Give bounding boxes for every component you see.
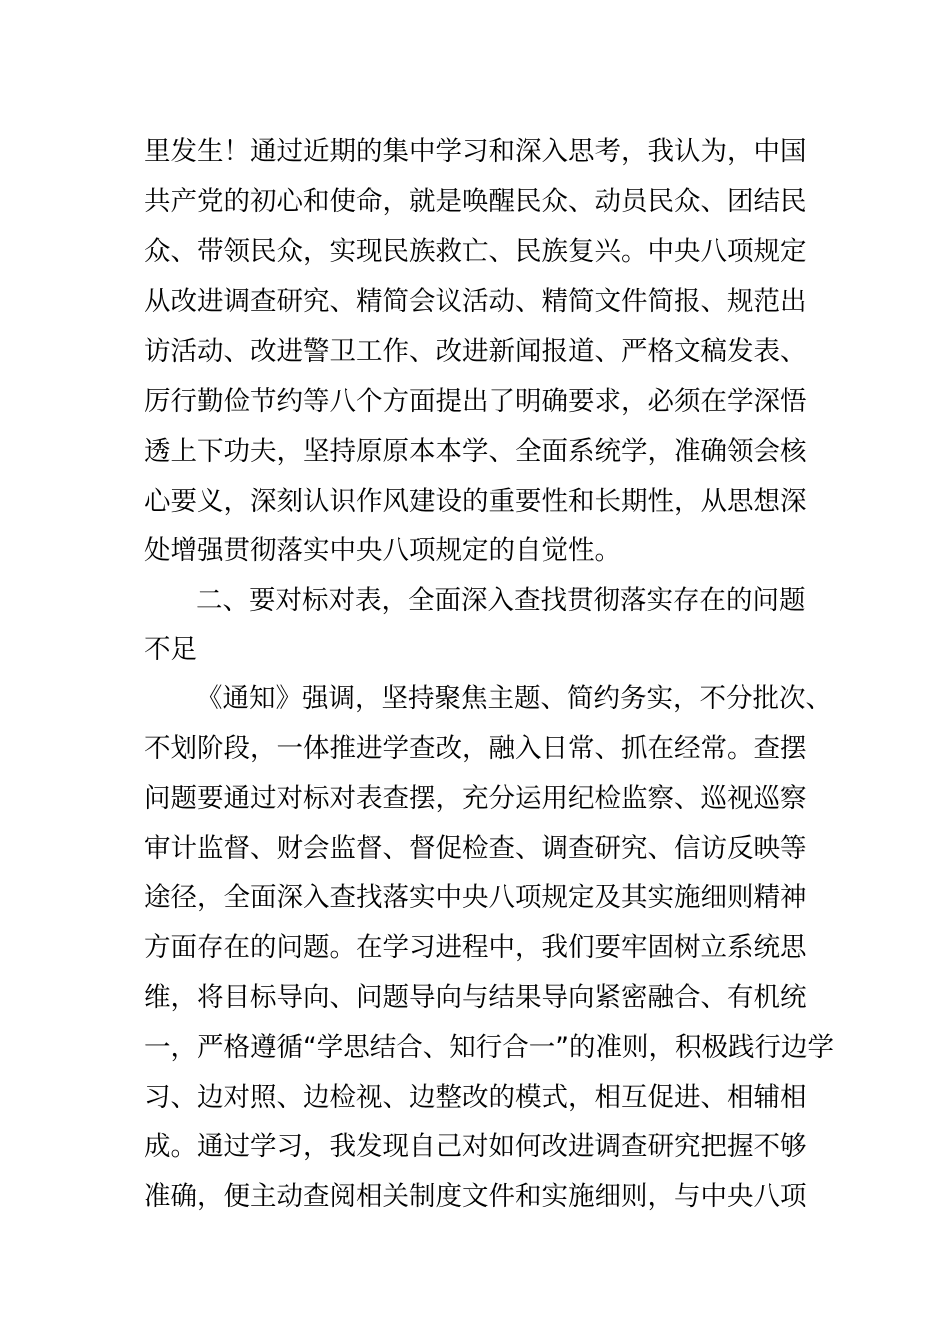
paragraph-2-line-2: 不划阶段，一体推进学查改，融入日常、抓在经常。查摆 [144,733,807,764]
paragraph-2-line-6: 方面存在的问题。在学习进程中，我们要牢固树立系统思 [144,932,807,963]
paragraph-1-line-6: 厉行勤俭节约等八个方面提出了明确要求，必须在学深悟 [144,386,807,417]
paragraph-1-line-3: 众、带领民众，实现民族救亡、民族复兴。中央八项规定 [144,236,807,267]
paragraph-2-line-5: 途径，全面深入查找落实中央八项规定及其实施细则精神 [144,882,807,913]
paragraph-2-line-11: 准确，便主动查阅相关制度文件和实施细则，与中央八项 [144,1181,807,1212]
paragraph-1-line-7: 透上下功夫，坚持原原本本学、全面系统学，准确领会核 [144,436,807,467]
paragraph-2-line-4: 审计监督、财会监督、督促检查、调查研究、信访反映等 [144,833,807,864]
section-heading-2-line-1: 二、要对标对表，全面深入查找贯彻落实存在的问题 [196,585,806,616]
paragraph-2-line-3: 问题要通过对标对表查摆，充分运用纪检监察、巡视巡察 [144,783,807,814]
paragraph-1-line-8: 心要义，深刻认识作风建设的重要性和长期性，从思想深 [144,486,807,517]
paragraph-2-line-1: 《通知》强调，坚持聚焦主题、简约务实，不分批次、 [196,683,832,714]
paragraph-2-line-9: 习、边对照、边检视、边整改的模式，相互促进、相辅相 [144,1082,807,1113]
paragraph-1-line-9: 处增强贯彻落实中央八项规定的自觉性。 [144,535,621,566]
paragraph-1-line-1: 里发生！通过近期的集中学习和深入思考，我认为，中国 [144,136,807,167]
paragraph-2-line-10: 成。通过学习，我发现自己对如何改进调查研究把握不够 [144,1131,807,1162]
paragraph-2-line-8: 一，严格遵循“学思结合、知行合一”的准则，积极践行边学 [144,1032,834,1063]
section-heading-2-line-2: 不足 [144,634,197,665]
paragraph-1-line-4: 从改进调查研究、精简会议活动、精简文件简报、规范出 [144,286,807,317]
paragraph-1-line-5: 访活动、改进警卫工作、改进新闻报道、严格文稿发表、 [144,336,807,367]
paragraph-1-line-2: 共产党的初心和使命，就是唤醒民众、动员民众、团结民 [144,186,807,217]
paragraph-2-line-7: 维，将目标导向、问题导向与结果导向紧密融合、有机统 [144,982,807,1013]
